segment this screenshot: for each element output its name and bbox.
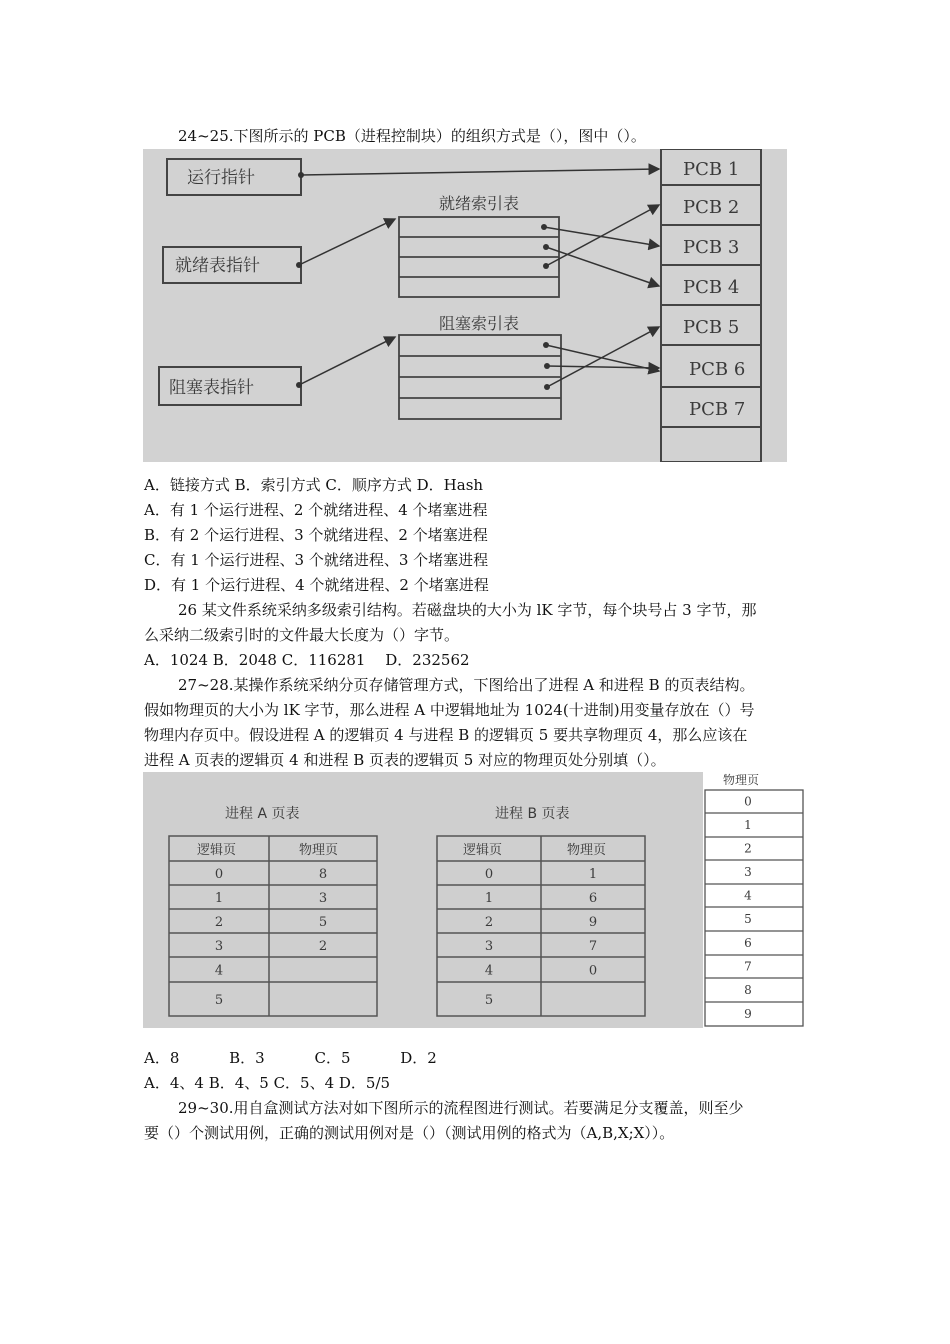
table-a-physical-cell: 2 [318,939,328,954]
table-b-logical-cell: 2 [484,915,494,930]
ready-pointer-label: 就绪表指针 [175,256,260,276]
q25-option-c: C．有 1 个运行进程、3 个就绪进程、3 个堵塞进程 [144,551,489,569]
blocked-index-title: 阻塞索引表 [439,314,520,333]
running-pointer-label: 运行指针 [187,168,255,188]
pcb-4-label: PCB 4 [683,277,740,298]
q29-stem-line1: 29~30.用自盒测试方法对如下图所示的流程图进行测试。若要满足分支覆盖，则至少 [178,1099,744,1117]
table-b-col-logical: 逻辑页 [463,843,503,858]
table-b-physical-cell: 6 [588,891,598,906]
table-b-physical-cell: 1 [588,867,598,882]
q27-stem-line4: 进程 A 页表的逻辑页 4 和进程 B 页表的逻辑页 5 对应的物理页处分别填（）。 [144,751,666,769]
physical-pages-title: 物理页 [723,773,760,787]
blocked-pointer-label: 阻塞表指针 [169,378,254,398]
table-b-title: 进程 B 页表 [495,806,570,822]
table-a-logical-cell: 1 [214,891,224,906]
physical-page-cell: 1 [744,818,752,832]
physical-page-cell: 3 [744,865,752,879]
pcb-2-label: PCB 2 [683,197,740,218]
table-b-grid [437,836,645,1016]
physical-page-cell: 4 [744,888,752,903]
table-a-logical-cell: 0 [214,867,224,882]
q27-stem-line2: 假如物理页的大小为 lK 字节，那么进程 A 中逻辑地址为 1024(十进制)用变量存放在（）号 [144,701,755,719]
table-b-logical-cell: 4 [484,963,494,979]
table-b-logical-cell: 5 [484,993,494,1008]
table-a-logical-cell: 3 [214,939,224,954]
q24-stem: 24~25.下图所示的 PCB（进程控制块）的组织方式是（），图中（）。 [178,127,646,145]
q28-options: A．4、4 B．4、5 C．5、4 D．5/5 [144,1074,391,1092]
q26-stem-line1: 26 某文件系统采纳多级索引结构。若磁盘块的大小为 lK 字节，每个块号占 3 字节，那 [178,601,757,619]
q27-stem-line3: 物理内存页中。假设进程 A 的逻辑页 4 与进程 B 的逻辑页 5 要共享物理页 4，那么应该在 [144,726,748,744]
page-table-figure [143,772,808,1028]
q27-options: A．8 B．3 C．5 D．2 [144,1049,437,1067]
table-b-col-physical: 物理页 [567,843,607,858]
blocked-index-table [399,335,561,419]
q26-stem-line2: 么采纳二级索引时的文件最大长度为（）字节。 [144,626,460,644]
table-b-physical-cell: 7 [588,939,598,954]
q25-option-b: B．有 2 个运行进程、3 个就绪进程、2 个堵塞进程 [144,526,488,544]
table-a-grid [169,836,377,1016]
physical-page-cell: 2 [744,841,752,856]
table-a-physical-cell: 3 [318,891,328,906]
pcb-1-label: PCB 1 [683,159,740,180]
q27-stem-line1: 27~28.某操作系统采纳分页存储管理方式，下图给出了进程 A 和进程 B 的页表结构。 [178,676,755,694]
physical-page-cell: 8 [744,983,752,997]
running-pointer-box [167,159,304,195]
table-a-physical-cell: 8 [318,867,328,882]
physical-page-cell: 5 [744,912,752,926]
table-b-logical-cell: 0 [484,867,494,882]
table-b-physical-cell: 0 [588,963,598,979]
physical-page-cell: 0 [744,794,752,809]
table-a-col-physical: 物理页 [299,843,339,858]
pcb-7-label: PCB 7 [689,399,746,420]
pcb-5-label: PCB 5 [683,317,740,338]
q25-option-a: A．有 1 个运行进程、2 个就绪进程、4 个堵塞进程 [144,501,488,519]
table-a-col-logical: 逻辑页 [197,843,237,858]
table-b-physical-cell: 9 [588,915,598,930]
pcb-3-label: PCB 3 [683,237,740,258]
q26-options: A．1024 B．2048 C．116281 D．232562 [144,651,470,669]
ready-index-title: 就绪索引表 [439,194,520,213]
table-a-logical-cell: 5 [214,993,224,1008]
physical-page-cell: 9 [744,1007,752,1021]
q24-options-a: A．链接方式 B．索引方式 C．顺序方式 D．Hash [144,476,484,494]
pcb-6-label: PCB 6 [689,359,746,380]
table-a-logical-cell: 4 [214,963,224,979]
physical-page-cell: 7 [744,959,752,974]
blocked-pointer-box [159,367,302,405]
pcb-organization-figure [143,149,787,462]
physical-page-cell: 6 [744,936,752,950]
table-a-title: 进程 A 页表 [225,806,300,822]
q29-stem-line2: 要（）个测试用例，正确的测试用例对是（）（测试用例的格式为（A,B,X;X））。 [144,1124,675,1142]
table-b-logical-cell: 1 [484,891,494,906]
table-a-logical-cell: 2 [214,915,224,930]
ready-pointer-box [163,247,302,283]
q25-option-d: D．有 1 个运行进程、4 个就绪进程、2 个堵塞进程 [144,576,489,594]
table-b-logical-cell: 3 [484,939,494,954]
ready-index-table [399,217,559,297]
table-a-physical-cell: 5 [318,915,328,930]
